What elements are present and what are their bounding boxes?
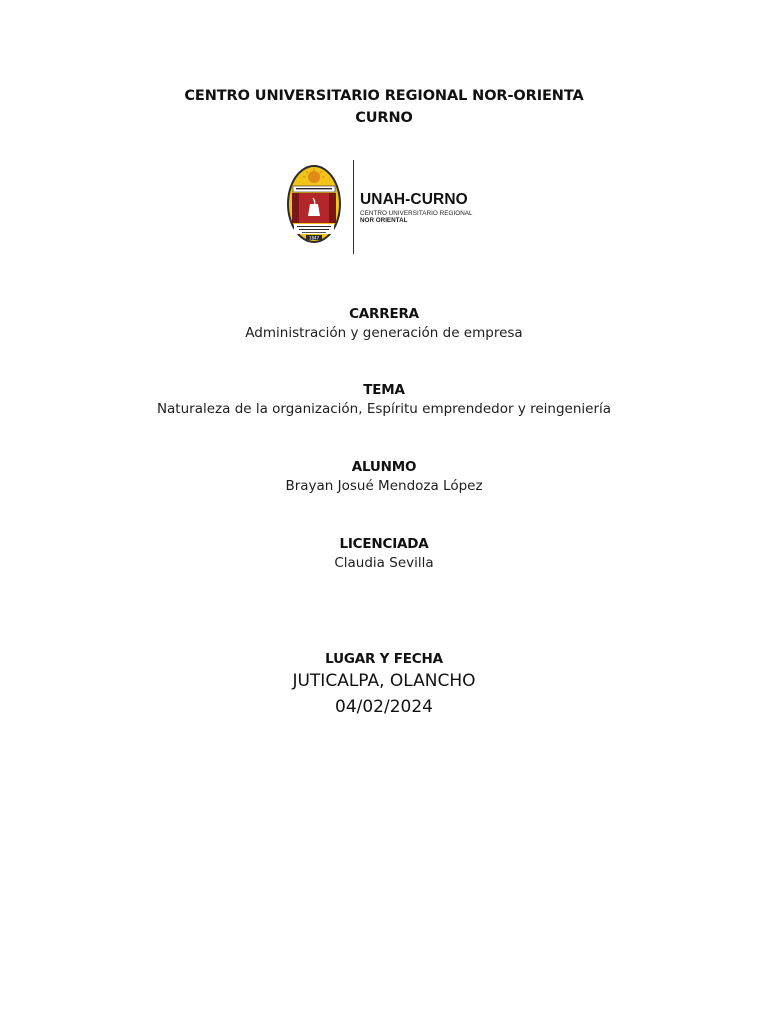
- place-text: JUTICALPA, OLANCHO: [292, 671, 476, 691]
- university-seal-icon: [286, 164, 342, 244]
- unah-curno-logo: [284, 160, 494, 256]
- alumno-label: ALUNMO: [351, 459, 417, 475]
- logo-divider: [353, 160, 354, 254]
- licenciada-value: Claudia Sevilla: [334, 555, 434, 571]
- alumno-value: Brayan Josué Mendoza López: [285, 478, 483, 494]
- date-text: 04/02/2024: [335, 697, 433, 717]
- institution-acronym: CURNO: [355, 110, 413, 126]
- logo-subtitle-line1: CENTRO UNIVERSITARIO REGIONAL: [360, 210, 473, 217]
- logo-brand-name: UNAH-CURNO: [360, 191, 468, 208]
- tema-label: TEMA: [363, 382, 405, 398]
- seal-year: 1847: [308, 235, 320, 241]
- institution-title: CENTRO UNIVERSITARIO REGIONAL NOR-ORIENTA: [184, 88, 584, 104]
- carrera-label: CARRERA: [349, 306, 419, 322]
- carrera-value: Administración y generación de empresa: [245, 325, 523, 341]
- licenciada-label: LICENCIADA: [339, 536, 429, 552]
- logo-subtitle-line2: NOR ORIENTAL: [360, 217, 408, 224]
- lugar-fecha-label: LUGAR Y FECHA: [325, 651, 443, 667]
- tema-value: Naturaleza de la organización, Espíritu emprendedor y reingeniería: [156, 401, 612, 417]
